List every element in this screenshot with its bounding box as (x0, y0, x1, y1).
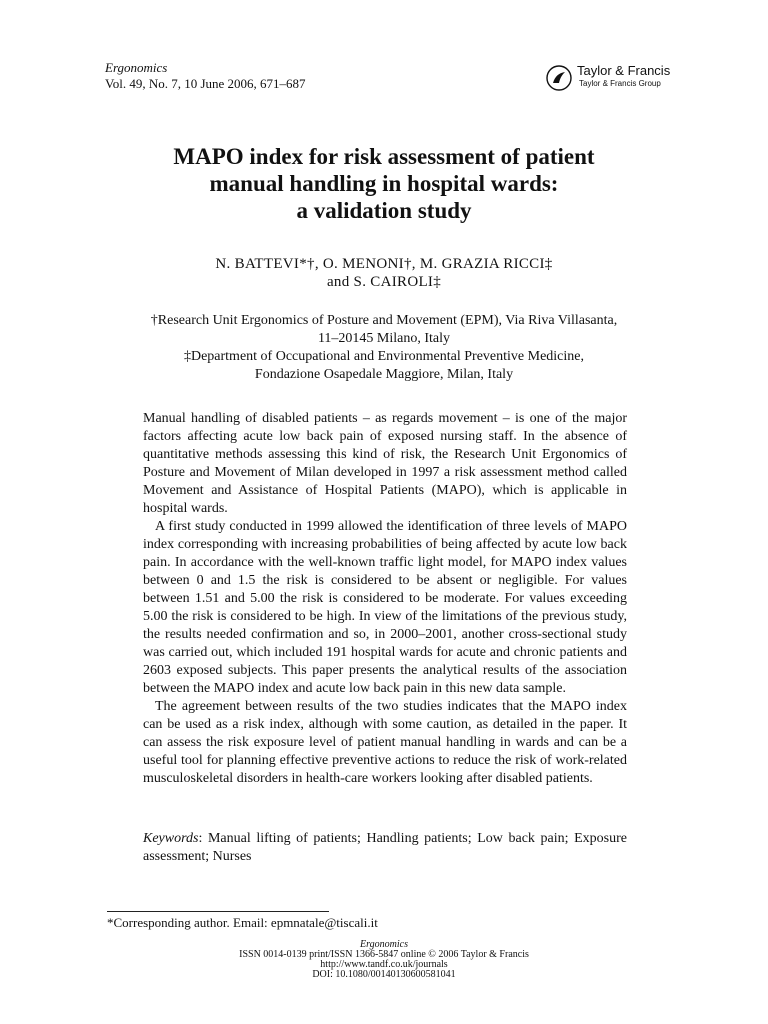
journal-url: http://www.tandf.co.uk/journals (320, 959, 448, 970)
volume-line: Vol. 49, No. 7, 10 June 2006, 671–687 (105, 76, 306, 91)
title-line: a validation study (296, 198, 472, 223)
abstract-paragraph: The agreement between results of the two studies indicates that the MAPO index can be used as a risk index, although with some caution, as detailed in the paper. It can assess the risk exposure level of patient manual handling in wards and can be a useful tool for planning effective preventive actions to reduce the risk of work-related musculoskeletal disorders in health-care workers looking after disabled patients. (143, 699, 627, 786)
publication-info (80, 940, 688, 980)
keywords (143, 830, 627, 866)
bottom-journal-name: Ergonomics (360, 939, 408, 950)
publisher-name: Taylor & Francis (577, 63, 671, 78)
author-list (80, 255, 688, 291)
abstract (143, 410, 627, 788)
affiliations (80, 312, 688, 384)
authors-line: N. BATTEVI*†, O. MENONI†, M. GRAZIA RICCI‡ (215, 256, 553, 272)
paper-title (80, 143, 688, 224)
journal-name: Ergonomics (105, 60, 168, 75)
publisher-logo (546, 64, 676, 94)
affiliation-line: 11–20145 Milano, Italy (317, 331, 451, 346)
abstract-paragraph: A first study conducted in 1999 allowed the identification of three levels of MAPO index corresponding with increasing probabilities of being affected by acute low back pain. In accordance with the well-known traffic light model, for MAPO index values between 0 and 1.5 the risk is considered to be absent or negligible. For values between 1.51 and 5.00 the risk is considered to be moderate. For values exceeding 5.00 the risk is considered to be high. In view of the limitations of the previous study, the results needed confirmation and so, in 2000–2001, another cross-sectional study was carried out, which included 191 hospital wards for acute and chronic patients and 2603 exposed subjects. This paper presents the analytical results of the association between the MAPO index and acute low back pain in this new data sample. (143, 519, 627, 696)
publisher-emblem-icon (546, 65, 572, 91)
issn-line: ISSN 0014-0139 print/ISSN 1366-5847 online © 2006 Taylor & Francis (239, 949, 529, 960)
keywords-label: Keywords (143, 831, 199, 846)
abstract-paragraph: Manual handling of disabled patients – as regards movement – is one of the major factors affecting acute low back pain of exposed nursing staff. In the absence of quantitative methods assessing this kind of risk, the Research Unit Ergonomics of Posture and Movement of Milan developed in 1997 a risk assessment method called Movement and Assistance of Hospital Patients (MAPO), which is applicable in hospital wards. (143, 411, 627, 516)
title-line: manual handling in hospital wards: (209, 171, 559, 196)
title-line: MAPO index for risk assessment of patient (173, 144, 595, 169)
authors-line: and S. CAIROLI‡ (326, 274, 442, 290)
keywords-text: : Manual lifting of patients; Handling patients; Low back pain; Exposure assessment; Nurses (143, 831, 627, 864)
affiliation-line: Fondazione Osapedale Maggiore, Milan, Italy (254, 367, 514, 382)
publisher-group: Taylor & Francis Group (579, 79, 661, 88)
corresponding-author-footnote: *Corresponding author. Email: epmnatale@tiscali.it (107, 915, 378, 930)
doi-line: DOI: 10.1080/00140130600581041 (312, 969, 456, 980)
affiliation-line: †Research Unit Ergonomics of Posture and Movement (EPM), Via Riva Villasanta, (150, 313, 618, 328)
journal-header (105, 60, 306, 92)
footnote-divider (107, 911, 329, 912)
affiliation-line: ‡Department of Occupational and Environmental Preventive Medicine, (183, 349, 585, 364)
